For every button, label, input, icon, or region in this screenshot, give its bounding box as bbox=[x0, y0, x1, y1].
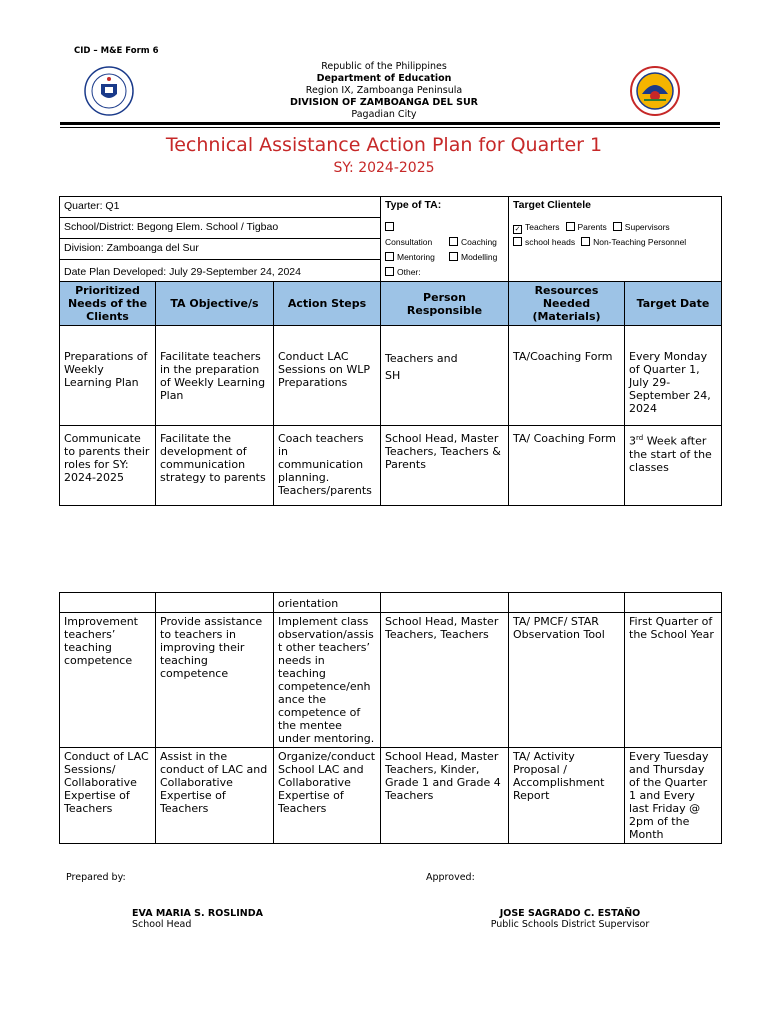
approved-label: Approved: bbox=[426, 872, 475, 883]
deped-seal-logo bbox=[84, 66, 134, 116]
cell-objective bbox=[156, 593, 274, 613]
cell-action: orientation bbox=[274, 593, 381, 613]
option-parents[interactable]: Parents bbox=[566, 220, 607, 235]
school-field: School/District: Begong Elem. School / Tigbao bbox=[60, 218, 380, 239]
approved-by-name: JOSE SAGRADO C. ESTAÑO bbox=[499, 908, 641, 919]
cell-objective: Assist in the conduct of LAC and Collaborative Expertise of Teachers bbox=[156, 748, 274, 844]
cell-resources bbox=[509, 593, 625, 613]
option-school-heads[interactable]: school heads bbox=[513, 235, 575, 250]
quarter-field: Quarter: Q1 bbox=[60, 197, 380, 218]
header-objectives: TA Objective/s bbox=[156, 282, 274, 326]
checked-checkbox-icon[interactable]: ✓ bbox=[514, 226, 521, 233]
header-resources: Resources Needed (Materials) bbox=[509, 282, 625, 326]
checkbox-icon[interactable] bbox=[513, 237, 522, 246]
type-of-ta-label: Type of TA: bbox=[385, 199, 442, 211]
checkbox-icon[interactable] bbox=[449, 252, 458, 261]
checkbox-icon[interactable] bbox=[566, 222, 575, 231]
document-subtitle: SY: 2024-2025 bbox=[333, 160, 435, 176]
prepared-by-title: School Head bbox=[132, 919, 192, 930]
header-rule-thin bbox=[60, 127, 720, 128]
cell-resources: TA/ Activity Proposal / Accomplishment Report bbox=[509, 748, 625, 844]
cell-action: Implement class observation/assist other teachers’ needs in teaching competence/enhance the competence of the mentee under mentoring. bbox=[274, 613, 381, 748]
header-action-steps: Action Steps bbox=[274, 282, 381, 326]
letterhead-division: DIVISION OF ZAMBOANGA DEL SUR bbox=[289, 97, 478, 108]
option-modelling[interactable]: Modelling bbox=[449, 250, 497, 265]
document-title: Technical Assistance Action Plan for Quarter 1 bbox=[165, 134, 603, 156]
cell-person: School Head, Master Teachers, Teachers bbox=[381, 613, 509, 748]
cell-action: Coach teachers in communication planning. Teachers/parents bbox=[274, 426, 381, 506]
checkbox-icon[interactable] bbox=[385, 252, 394, 261]
division-field: Division: Zamboanga del Sur bbox=[60, 239, 380, 260]
date-field: Date Plan Developed: July 29-September 24, 2024 bbox=[64, 266, 301, 278]
cell-need: Conduct of LAC Sessions/ Collaborative Expertise of Teachers bbox=[60, 748, 156, 844]
cell-need: Improvement teachers’ teaching competence bbox=[60, 613, 156, 748]
option-coaching[interactable]: Coaching bbox=[449, 235, 497, 250]
option-consultation[interactable]: Consultation bbox=[385, 220, 443, 250]
cell-person: Teachers and SH bbox=[381, 326, 509, 426]
letterhead-city: Pagadian City bbox=[351, 109, 417, 120]
cell-need: Preparations of Weekly Learning Plan bbox=[60, 326, 156, 426]
header-person: Person Responsible bbox=[381, 282, 509, 326]
cell-person bbox=[381, 593, 509, 613]
header-needs: Prioritized Needs of the Clients bbox=[60, 282, 156, 326]
table-header-row bbox=[60, 282, 722, 326]
option-teachers[interactable]: ✓ Teachers bbox=[514, 222, 560, 233]
checkbox-icon[interactable] bbox=[581, 237, 590, 246]
table-row bbox=[60, 326, 722, 426]
table-row bbox=[60, 748, 722, 844]
letterhead-republic: Republic of the Philippines bbox=[321, 61, 447, 72]
cell-person: School Head, Master Teachers, Kinder, Grade 1 and Grade 4 Teachers bbox=[381, 748, 509, 844]
cell-target-date: First Quarter of the School Year bbox=[625, 613, 722, 748]
cell-resources: TA/ Coaching Form bbox=[509, 426, 625, 506]
continuation-row bbox=[60, 593, 722, 613]
prepared-by-name: EVA MARIA S. ROSLINDA bbox=[132, 908, 263, 919]
cell-person: School Head, Master Teachers, Teachers & Parents bbox=[381, 426, 509, 506]
cell-resources: TA/Coaching Form bbox=[509, 326, 625, 426]
cell-target-date bbox=[625, 593, 722, 613]
checkbox-icon[interactable] bbox=[449, 237, 458, 246]
letterhead-department: Department of Education bbox=[316, 73, 452, 84]
letterhead-region: Region IX, Zamboanga Peninsula bbox=[305, 85, 463, 96]
cell-action: Conduct LAC Sessions on WLP Preparations bbox=[274, 326, 381, 426]
target-clientele-options bbox=[513, 220, 717, 250]
action-plan-table-continued bbox=[59, 592, 722, 844]
header-rule bbox=[60, 122, 720, 125]
header-target-date: Target Date bbox=[625, 282, 722, 326]
cell-objective: Facilitate teachers in the preparation of Weekly Learning Plan bbox=[156, 326, 274, 426]
option-other[interactable]: Other: bbox=[385, 265, 421, 280]
checkbox-icon[interactable] bbox=[385, 267, 394, 276]
action-plan-table bbox=[59, 281, 722, 506]
cell-target-date: Every Monday of Quarter 1, July 29-September 24, 2024 bbox=[625, 326, 722, 426]
target-clientele-label: Target Clientele bbox=[513, 199, 591, 211]
prepared-by-label: Prepared by: bbox=[66, 872, 126, 883]
option-mentoring[interactable]: Mentoring bbox=[385, 250, 443, 265]
approved-by-title: Public Schools District Supervisor bbox=[490, 919, 650, 930]
cell-objective: Facilitate the development of communication strategy to parents bbox=[156, 426, 274, 506]
option-supervisors[interactable]: Supervisors bbox=[613, 220, 670, 235]
cell-objective: Provide assistance to teachers in improving their teaching competence bbox=[156, 613, 274, 748]
checkbox-icon[interactable] bbox=[613, 222, 622, 231]
cell-target-date: 3rd Week after the start of the classes bbox=[625, 426, 722, 506]
option-non-teaching[interactable]: Non-Teaching Personnel bbox=[581, 235, 686, 250]
table-row bbox=[60, 426, 722, 506]
division-seal-logo bbox=[630, 66, 680, 116]
form-code: CID – M&E Form 6 bbox=[74, 46, 159, 56]
cell-target-date: Every Tuesday and Thursday of the Quarter 1 and Every last Friday @ 2pm of the Month bbox=[625, 748, 722, 844]
cell-resources: TA/ PMCF/ STAR Observation Tool bbox=[509, 613, 625, 748]
cell-need: Communicate to parents their roles for SY: 2024-2025 bbox=[60, 426, 156, 506]
letterhead bbox=[234, 61, 534, 121]
checkbox-icon[interactable] bbox=[385, 222, 394, 231]
cell-action: Organize/conduct School LAC and Collaborative Expertise of Teachers bbox=[274, 748, 381, 844]
cell-need bbox=[60, 593, 156, 613]
table-row bbox=[60, 613, 722, 748]
